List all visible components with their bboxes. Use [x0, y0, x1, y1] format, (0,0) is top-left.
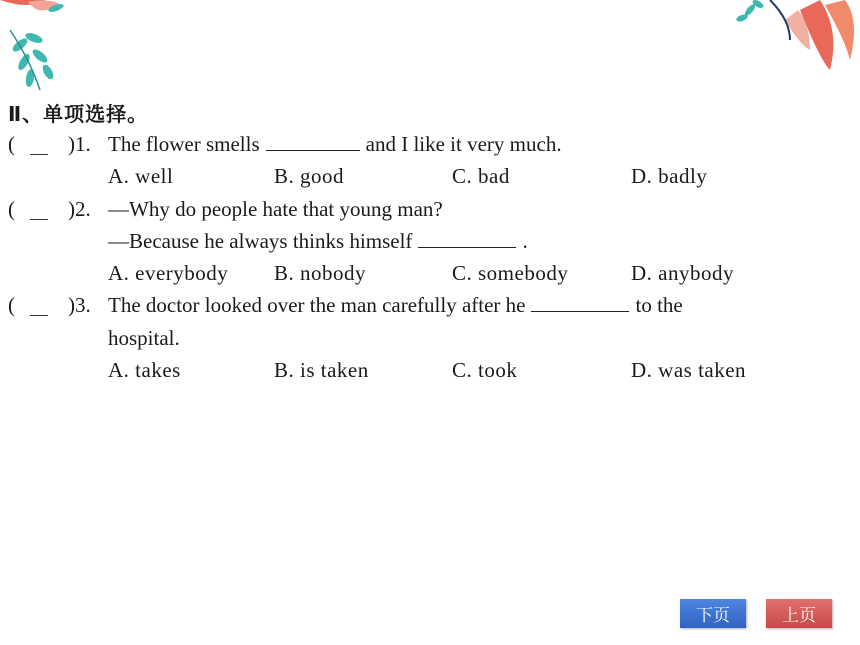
- question-2-text: —Why do people hate that young man?: [108, 197, 443, 221]
- option-b: B. is taken: [274, 358, 369, 382]
- previous-page-button[interactable]: 上页: [766, 599, 832, 628]
- answer-paren: (: [8, 132, 68, 157]
- option-d: D. anybody: [631, 261, 734, 285]
- option-b: B. good: [274, 164, 345, 188]
- option-c: C. took: [452, 358, 518, 382]
- option-c: C. somebody: [452, 261, 569, 285]
- answer-blank: [266, 149, 360, 151]
- answer-paren: (: [8, 293, 68, 318]
- section-title: Ⅱ、单项选择。: [8, 102, 149, 126]
- option-a: A. everybody: [108, 261, 229, 285]
- question-1-text: The flower smells and I like it very much.: [108, 132, 562, 156]
- answer-blank: [531, 310, 629, 312]
- next-page-button[interactable]: 下页: [680, 599, 746, 628]
- option-a: A. takes: [108, 358, 181, 382]
- option-a: A. well: [108, 164, 174, 188]
- question-2-text-line2: —Because he always thinks himself .: [108, 229, 528, 253]
- option-b: B. nobody: [274, 261, 367, 285]
- option-d: D. badly: [631, 164, 708, 188]
- answer-paren: (: [8, 197, 68, 222]
- question-3-number: ( )3.: [8, 293, 91, 317]
- option-d: D. was taken: [631, 358, 747, 382]
- question-3-text-line2: hospital.: [108, 326, 180, 350]
- question-3-text: The doctor looked over the man carefully after he to the: [108, 293, 683, 317]
- floral-decoration-left: [0, 0, 90, 100]
- floral-decoration-right: [730, 0, 860, 80]
- option-c: C. bad: [452, 164, 510, 188]
- question-1-number: ( )1.: [8, 132, 91, 156]
- question-2-number: ( )2.: [8, 197, 91, 221]
- answer-blank: [418, 246, 516, 248]
